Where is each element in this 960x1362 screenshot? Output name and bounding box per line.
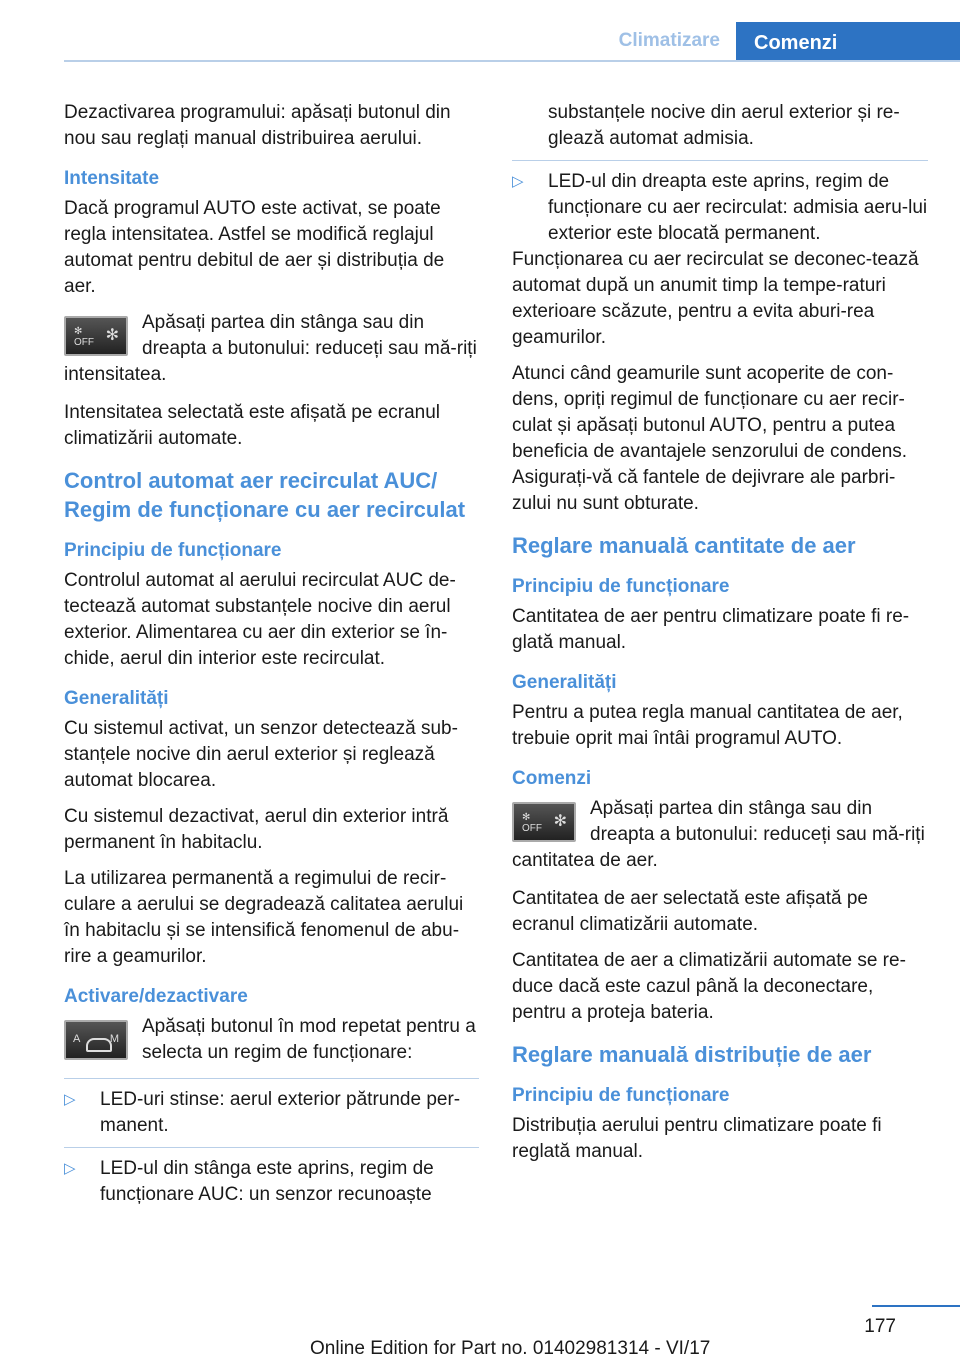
right-column — [512, 100, 928, 1175]
list-item-text: LED-ul din dreapta este aprins, regim de funcționare cu aer recirculat: admisia aeru‐lui exterior este blocată permanent. — [548, 171, 928, 244]
off-label: OFF — [74, 337, 94, 348]
instruction-text: Apăsați partea din stânga sau din dreapta a butonului: reduceți sau mă‐riți intensitatea. — [64, 312, 477, 385]
paragraph: Controlul automat al aerului recirculat AUC de‐tectează automat substanțele nocive din aerul exterior. Alimentarea cu aer din exterior se în‐chide, aerul din interior este recirculat. — [64, 570, 456, 669]
edition-footer: Online Edition for Part no. 01402981314 - VI/17 — [310, 1338, 711, 1359]
button-instruction — [512, 796, 928, 874]
fan-icon: ✻ — [105, 327, 119, 344]
paragraph: Atunci când geamurile sunt acoperite de con‐dens, opriți regimul de funcționare cu aer recir‐culat și apăsați butonul AUTO, pentru a putea beneficia de avantajele senzorului de condens. Asigurați-vă că fantele de dejivrare ale parbri‐zului nu sunt obturate. — [512, 363, 908, 514]
instruction-text: Apăsați butonul în mod repetat pentru a selecta un regim de funcționare: — [142, 1016, 476, 1063]
list-item-text: substanțele nocive din aerul exterior și re‐glează automat admisia. — [548, 102, 900, 149]
paragraph: Pentru a putea regla manual cantitatea de aer, trebuie oprit mai întâi programul AUTO. — [512, 702, 903, 749]
paragraph: Distribuția aerului pentru climatizare poate fi reglată manual. — [512, 1115, 882, 1162]
paragraph: Dacă programul AUTO este activat, se poate regla intensitatea. Astfel se modifică reglajul automat pentru debitul de aer și distribuția de aer. — [64, 198, 445, 297]
list-item — [64, 1156, 479, 1208]
m-label: M — [109, 1033, 119, 1045]
paragraph: Funcționarea cu aer recirculat se deconec‐tează automat după un anumit timp la tempe‐raturi exterioare scăzute, pentru a evita aburi‐rea geamurilor. — [512, 249, 919, 348]
fan-button-image — [512, 802, 576, 842]
heading-auc: Control automat aer recirculat AUC/ Regim de funcționare cu aer recirculat — [64, 468, 466, 522]
header-rule — [64, 60, 960, 62]
fan-small-icon: ✻ OFF — [74, 326, 94, 348]
paragraph: Cu sistemul dezactivat, aerul din exterior intră permanent în habitaclu. — [64, 806, 449, 853]
heading-distributie: Reglare manuală distribuție de aer — [512, 1042, 872, 1067]
paragraph: Cantitatea de aer selectată este afișată pe ecranul climatizării automate. — [512, 888, 868, 935]
section-title: Climatizare — [618, 30, 720, 51]
paragraph: Cu sistemul activat, un senzor detectează sub‐stanțele nocive din aerul exterior și reglează automat blocarea. — [64, 718, 458, 791]
page-number: 177 — [864, 1316, 896, 1337]
subheading-intensitate: Intensitate — [64, 168, 160, 189]
triangle-right-icon: ▷ — [512, 173, 524, 190]
button-instruction — [64, 1014, 479, 1066]
subheading-generalitati: Generalități — [64, 688, 169, 709]
fan-button-image — [64, 316, 128, 356]
list-item-text: LED-uri stinse: aerul exterior pătrunde per‐manent. — [100, 1089, 461, 1136]
subheading-principiu: Principiu de funcționare — [64, 540, 282, 561]
triangle-right-icon: ▷ — [64, 1091, 76, 1108]
subheading-generalitati: Generalități — [512, 672, 617, 693]
button-instruction — [64, 310, 479, 388]
page-header — [0, 0, 960, 62]
divider — [64, 1147, 479, 1148]
car-icon — [86, 1038, 112, 1052]
a-label: A — [73, 1033, 81, 1045]
chapter-tab: Comenzi — [736, 22, 960, 62]
subheading-principiu: Principiu de funcționare — [512, 1085, 730, 1106]
left-column — [64, 100, 479, 1208]
footer-rule — [872, 1305, 960, 1307]
recirculation-button-image — [64, 1020, 128, 1060]
paragraph: Cantitatea de aer pentru climatizare poate fi re‐glată manual. — [512, 606, 910, 653]
instruction-text: Apăsați partea din stânga sau din dreapta a butonului: reduceți sau mă‐riți cantitatea de aer. — [512, 798, 925, 871]
off-label: OFF — [522, 823, 542, 834]
divider — [64, 1078, 479, 1079]
subheading-activare: Activare/dezactivare — [64, 986, 248, 1007]
fan-small-icon: ✻ OFF — [522, 812, 542, 834]
subheading-comenzi: Comenzi — [512, 768, 592, 789]
paragraph: Cantitatea de aer a climatizării automate se re‐duce dacă este cazul până la deconectare, pentru a proteja bateria. — [512, 950, 906, 1023]
list-item-continued — [512, 100, 928, 152]
heading-cantitate: Reglare manuală cantitate de aer — [512, 533, 856, 558]
divider — [512, 160, 928, 161]
triangle-right-icon: ▷ — [64, 1160, 76, 1177]
list-item-text: LED-ul din stânga este aprins, regim de funcționare AUC: un senzor recunoaște — [100, 1158, 434, 1205]
fan-icon: ✻ — [553, 813, 567, 830]
list-item — [512, 169, 928, 247]
paragraph: La utilizarea permanentă a regimului de recir‐culare a aerului se degradează calitatea aerului în habitaclu și se intensifică fenomenul de abu‐rire a geamurilor. — [64, 868, 464, 967]
list-item — [64, 1087, 479, 1139]
paragraph: Dezactivarea programului: apăsați butonul din nou sau reglați manual distribuirea aerului. — [64, 102, 451, 149]
paragraph: Intensitatea selectată este afișată pe ecranul climatizării automate. — [64, 402, 441, 449]
subheading-principiu: Principiu de funcționare — [512, 576, 730, 597]
